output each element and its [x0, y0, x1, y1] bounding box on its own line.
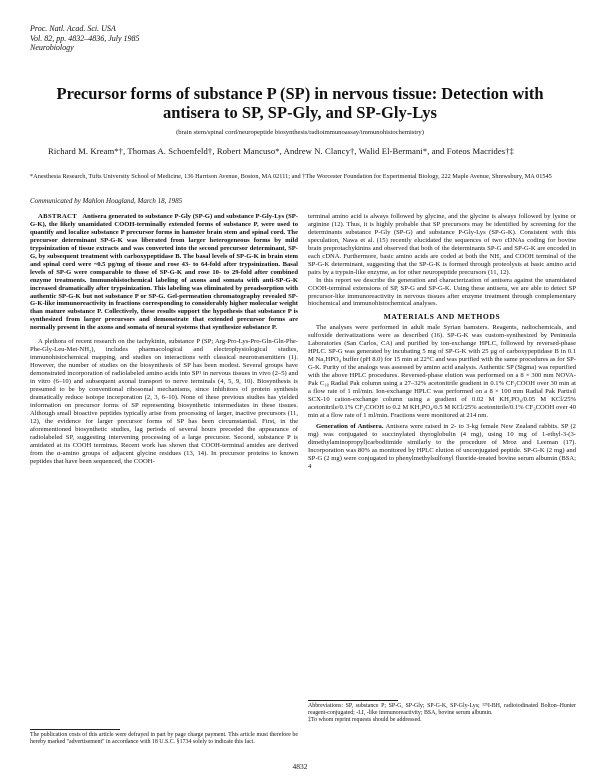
section-heading-methods: MATERIALS AND METHODS [383, 312, 501, 322]
intro-paragraph-1: A plethora of recent research on the tachykinin, substance P (SP; Arg-Pro-Lys-Pro-Gln-Gln-Phe-Phe-Gly-Leu-Met-NH₂), includes pharmacological and electrophysiological studies, immunohistochemical mapping, and studies on interactions with classical neurotransmitters (1). However, the number of studies on the biosynthesis of SP has been modest. Several groups have demonstrated incorporation of radiolabeled amino acids into SP¹ in nervous tissues in vivo (2–5) and in vitro (6–10) and subsequent axonal transport to nerve terminals (4, 5, 9, 10). Biosynthesis is presumed to be by conventional ribosomal mechanisms, since inhibitors of protein synthesis dramatically reduce isotope incorporation (2, 3, 6–10). None of these previous studies has yielded information on precursor forms of SP representing biosynthetic intermediates in these tissues. Although small bioactive peptides typically arise from processing of larger, inactive precursors (11, 12), the evidence for larger precursor forms of SP has been circumstantial. First, in the aforementioned biosynthetic studies, lag periods of several hours preceded the appearance of radiolabeled SP, suggesting intervening processing of a large precursor. Second, substance P is amidated at its COOH terminus. Recent work has shown that COOH-terminal amides are derived from the ɑ-amino groups of adjacent glycine residues (13, 14). In precursor proteins to known peptides that have been sequenced, the COOH- [30, 338, 298, 465]
author-list: Richard M. Kream*†, Thomas A. Schoenfeld†, Robert Mancuso*, Andrew N. Clancy†, Walid El-Bermani*, and Foteos Macrides†‡ [48, 146, 515, 156]
footnote-abbreviations: Abbreviations: SP, substance P; SP-G, SP-Gly; SP-G-K, SP-Gly-Lys; ¹²⁵I-BH, radioiodinated Bolton–Hunter reagent-conjugated; -LI, -like immunoreactivity; BSA, bovine serum albumin. [308, 703, 576, 716]
intro-paragraph-2: In this report we describe the generation and characterization of antisera against the unamidated COOH-terminal extensions of SP, SP-G and SP-G-K. Using these antisera, we are able to detect SP precursor-like immunoreactivity in nervous tissues after enzyme treatment through complementary biochemical and immunohistochemical analyses. [308, 276, 576, 308]
footnote-right [308, 703, 576, 724]
footnote-publication-costs: The publication costs of this article were defrayed in part by page charge payment. This article must therefore be hereby marked "advertisement" in accordance with 18 U.S.C. §1734 solely to indicate this fact. [30, 732, 298, 745]
page-number: 4832 [292, 762, 308, 771]
abstract [30, 213, 298, 332]
methods-paragraph-1: The analyses were performed in adult male Syrian hamsters. Reagents, radiochemicals, and sulfoxide derivatizations were as described (16). SP-G-K was custom-synthesized by Peninsula Laboratories (San Carlos, CA) and purified by ion-exchange HPLC, followed by reversed-phase HPLC. SP-G was generated by incubating 5 mg of SP-G-K with 25 μg of carboxypeptidase B in 0.1 M Na₂HPO₄ buffer (pH 8.0) for 15 min at 22°C and was purified with the same procedures as for SP-G-K. Purity of the analogs was assessed by amino acid analysis. Authentic SP (Sigma) was repurified with the above HPLC procedures. Reversed-phase elution was performed on a 8 × 300 mm NOVA-Pak C₁₈ Radial Pak column using a 27–32% acetonitrile gradient in 0.1% CF₃COOH over 30 min at a flow rate of 1 ml/min. Ion-exchange HPLC was performed on a 8 × 100 mm Radial Pak Partisil SCX-10 cation-exchange column using a gradient of 0.02 M KH₂PO₄/0.05 M KCl/25% acetonitrile/0.1% CF₃COOH to 0.2 M KH₂PO₄/0.5 M KCl/25% acetonitrile/0.1% CF₃COOH over 40 min at a flow rate of 1 ml/min. Fractions were monitored at 214 nm. [308, 324, 576, 419]
footnote-rule-right [308, 700, 398, 701]
footnote-reprint: ‡To whom reprint requests should be addressed. [308, 716, 422, 723]
methods-paragraph-2-text: Antisera were raised in 2- to 3-kg female New Zealand rabbits. SP (2 mg) was conjugated to succinylated thyroglobulin (4 mg), using 10 mg of 1-ethyl-3-(3-dimethylaminopropyl)carbodiimide similarly to the procedure of Mroz and Leeman (17). Incorporation was 80% as monitored by HPLC elution of unconjugated peptide. SP-G-K (2 mg) and SP-G (2 mg) were conjugated to phenylmethylsulfonyl fluoride-treated bovine serum albumin (BSA; 4 [308, 422, 576, 470]
affiliations: *Anesthesia Research, Tufts University School of Medicine, 136 Harrison Avenue, Boston, MA 02111; and †The Worcester Foundation for Experimental Biology, 222 Maple Avenue, Shrewsbury, MA 01545 [30, 173, 552, 180]
keywords: (brain stem/spinal cord/neuropeptide biosynthesis/radioimmunoassay/immunohistochemistry) [176, 129, 424, 136]
methods-subhead-antisera: Generation of Antisera. [316, 422, 384, 430]
article-title: Precursor forms of substance P (SP) in nervous tissue: Detection with antisera to SP, SP-Gly, and SP-Gly-Lys [56, 84, 544, 122]
journal-volume: Vol. 82, pp. 4832–4836, July 1985 [30, 33, 140, 43]
abstract-label: ABSTRACT [38, 213, 78, 220]
journal-name: Proc. Natl. Acad. Sci. USA [30, 24, 116, 33]
methods-paragraph-2 [308, 423, 576, 471]
abstract-text: Antisera generated to substance P-Gly (SP-G) and substance P-Gly-Lys (SP-G-K), the likely unamidated COOH-terminally extended forms of substance P, were used to quantify and localize substance P precursor forms in hamster brain stem and spinal cord. The precursor determinant SP-G-K was liberated from larger heterogeneous forms by mild trypsinization of tissue extracts and was converted into the second precursor determinant, SP-G, by subsequent treatment with carboxypeptidase B. The basal levels of SP-G-K in brain stem and spinal cord were ~0.5 pg/mg of tissue and rose 43- to 64-fold after trypsinization. Basal levels of SP-G were comparable to those of SP-G-K and rose 10- to 29-fold after combined enzyme treatments. Immunohistochemical labeling of axons and somata with anti-SP-G-K increased dramatically after trypsinization. This labeling was eliminated by preadsorption with authentic SP-G-K but not substance P or SP-G. Gel-permeation chromatography revealed SP-G-K-like immunoreactivity in fractions corresponding to considerably higher molecular weight than mature substance P. Collectively, these results support the hypothesis that substance P is synthesized from larger precursors and demonstrate that extended precursor forms are normally present in the axons and somata of neural systems that synthesize substance P. [30, 213, 298, 332]
intro-paragraph-1-continued: terminal amino acid is always followed by glycine, and the glycine is always followed by lysine or arginine (12). Thus, it is highly probable that SP precursors may be identified by screening for the determinants substance P-Gly (SP-G) and substance P-Gly-Lys (SP-G-K). Consistent with this speculation, Nawa et al. (15) recently elucidated the sequences of two cDNAs coding for bovine brain preprotachykinins and observed that both of the determinants SP-G and SP-G-K are encoded in each cDNA. Furthermore, basic amino acids are coded at both the NH₂ and COOH terminal of the SP-G-K determinant, suggesting that the SP-G-K is formed through proteolysis at basic amino acid pairs by a trypsin-like enzyme, as for other neuropeptide precursors (11, 12). [308, 213, 576, 276]
journal-section: Neurobiology [30, 43, 74, 52]
right-column [308, 213, 576, 471]
footnote-rule-left [30, 729, 120, 730]
journal-header [30, 24, 140, 53]
left-column [30, 213, 298, 466]
communicated-by: Communicated by Mahlon Hoagland, March 18, 1985 [30, 197, 183, 205]
